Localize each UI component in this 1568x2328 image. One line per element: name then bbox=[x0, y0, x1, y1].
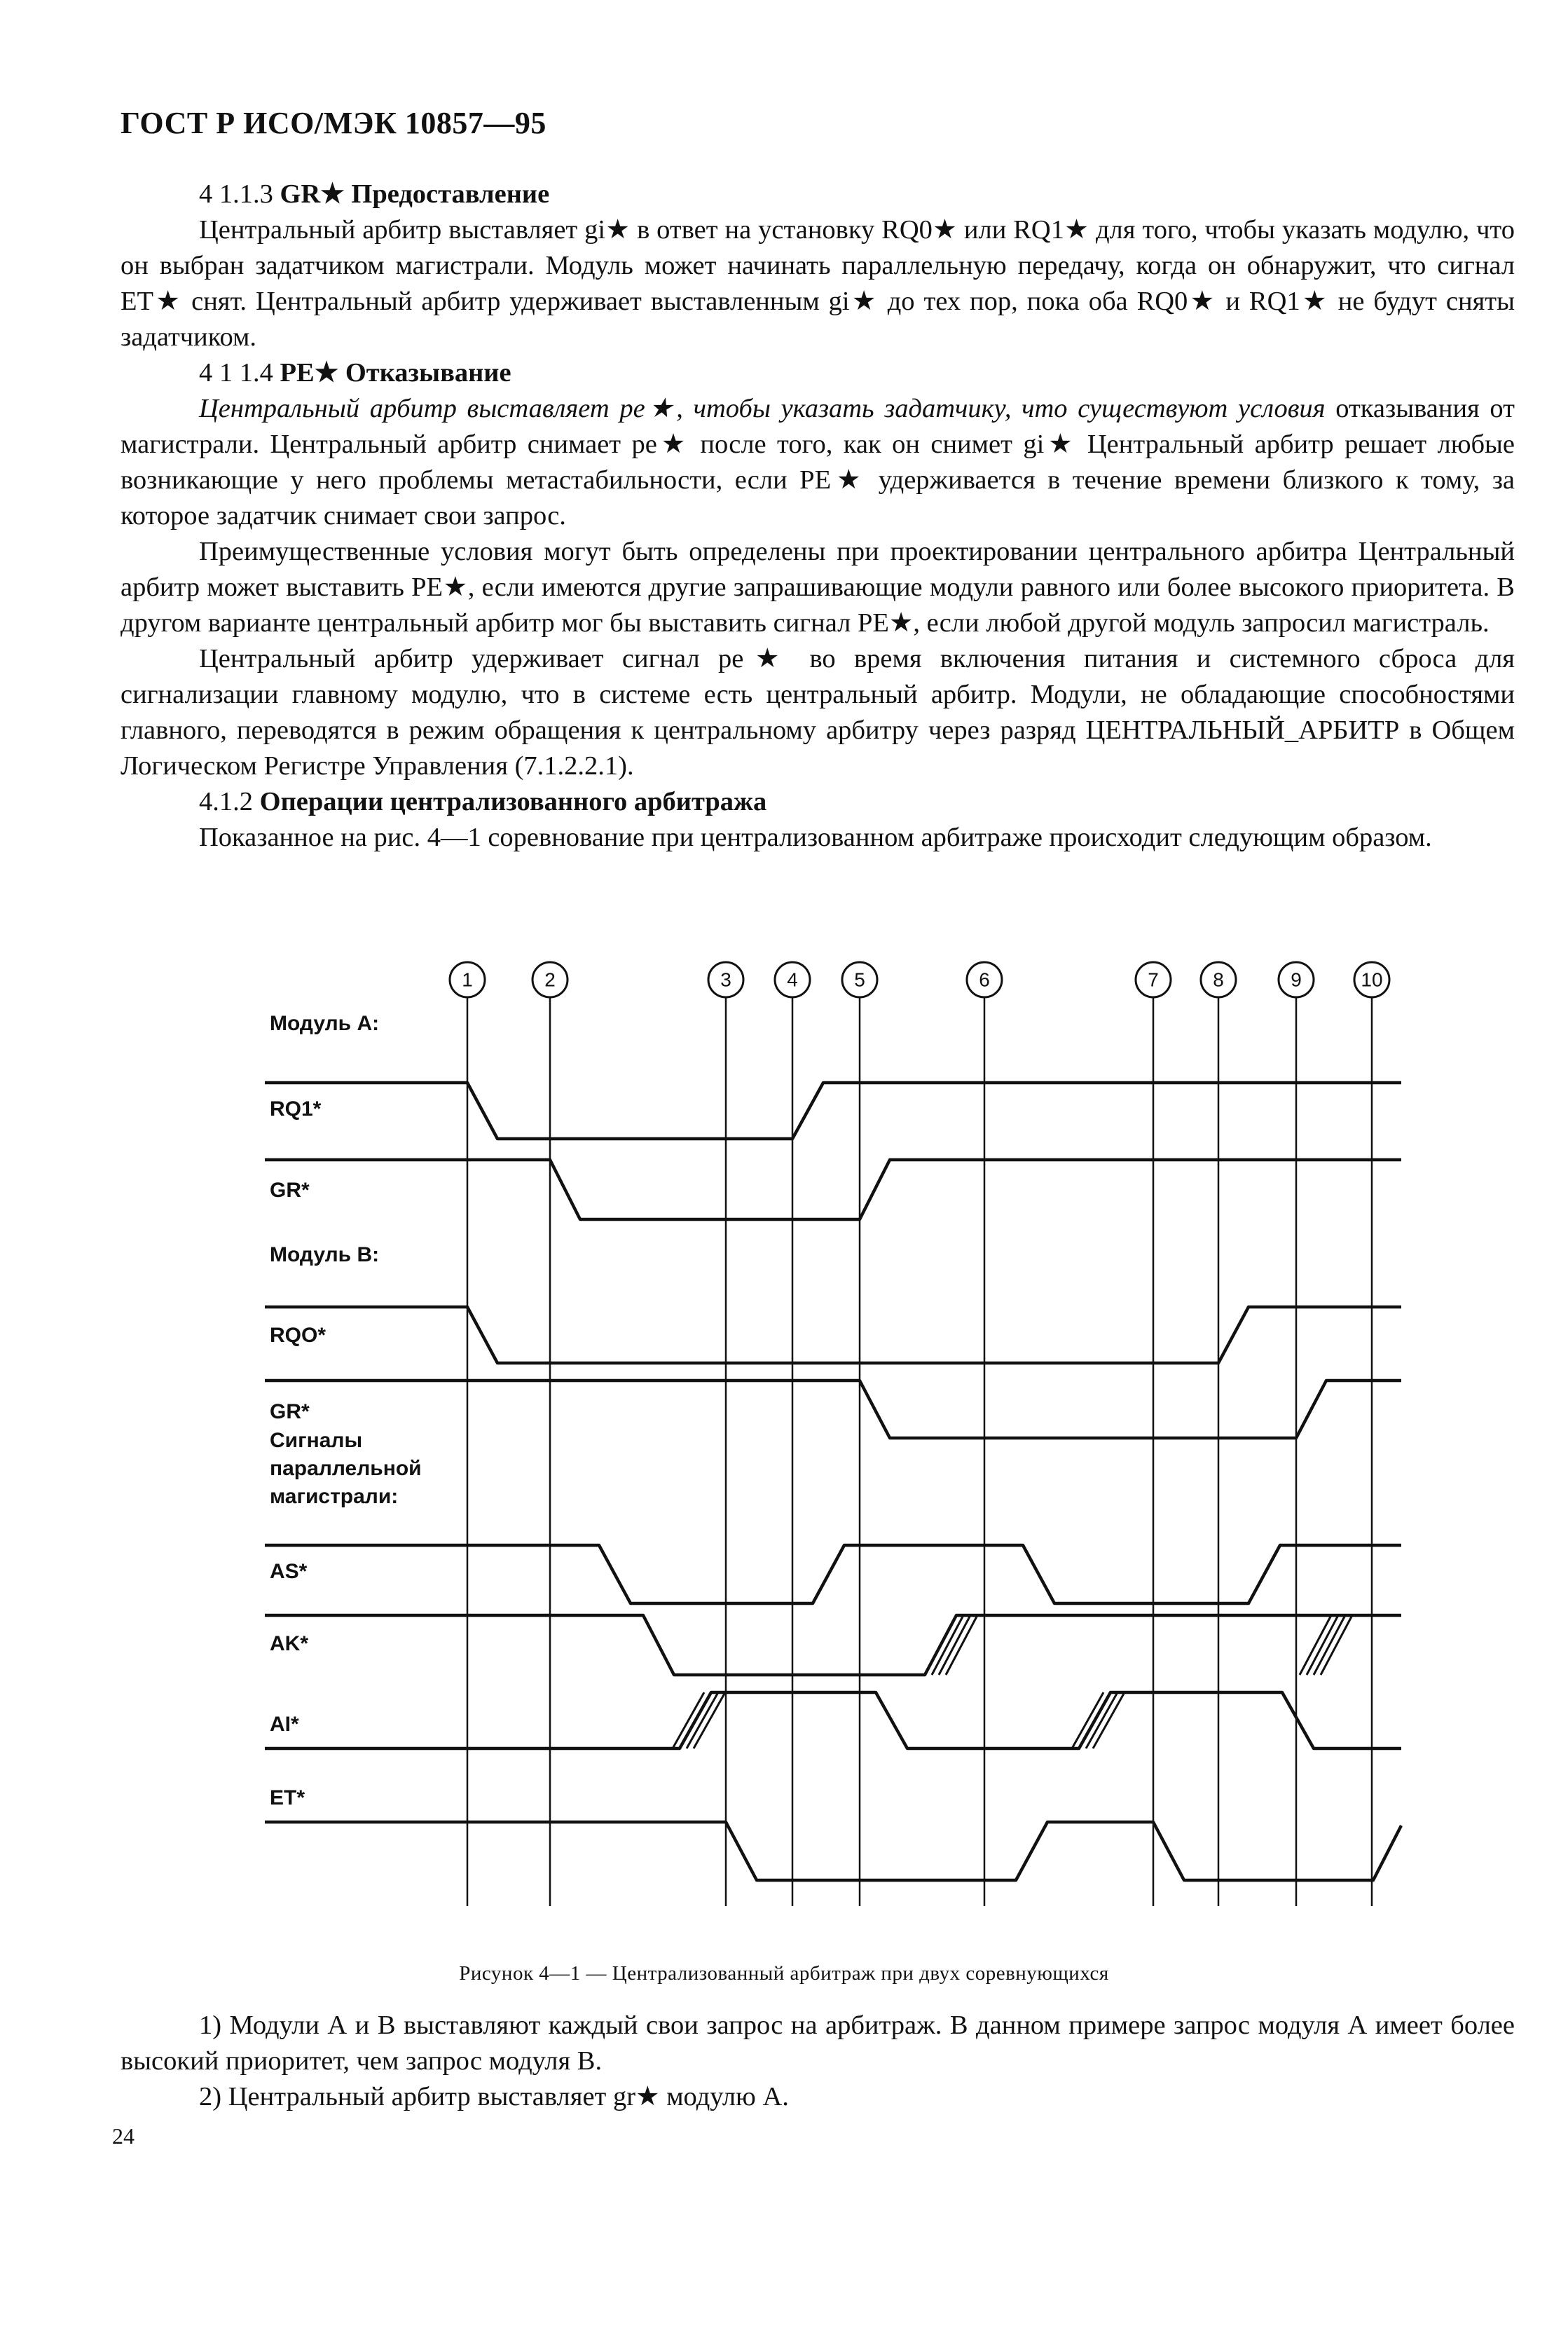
markers bbox=[450, 962, 1389, 997]
heading-number: 4 1 1.4 bbox=[199, 358, 280, 388]
label-ak: AK* bbox=[270, 1632, 309, 1655]
label-signals-2: параллельной bbox=[270, 1457, 422, 1480]
paragraph-shown: Показанное на рис. 4—1 соревнование при централизованном арбитраже происходит следующим образом. bbox=[199, 823, 1432, 852]
step-1: 1) Модули А и В выставляют каждый свои запрос на арбитраж. В данном примере запрос модуля А имеет более высокий приоритет, чем запрос модуля В. bbox=[121, 2011, 1515, 2076]
waveform-ak bbox=[265, 1615, 1401, 1675]
marker-9-label: 9 bbox=[1291, 968, 1302, 991]
marker-6-label: 6 bbox=[979, 968, 990, 991]
label-gr-b: GR* bbox=[270, 1400, 310, 1423]
ak-skew-2 bbox=[932, 1615, 963, 1675]
waveform-et bbox=[265, 1822, 1401, 1880]
paragraph-poweron: Центральный арбитр удерживает сигнал pe★ во время включения питания и системного сброса для сигнализации главному модулю, что в системе есть центральный арбитр. Модули, не обладающие способностями главного, переводятся в режим обращения к центральному арбитру через разряд ЦЕНТРАЛЬНЫЙ_АРБИТР в Общем Логическом Регистре Управления (7.1.2.2.1). bbox=[121, 644, 1515, 781]
heading-number: 4 1.1.3 bbox=[199, 179, 280, 209]
waveform-ai bbox=[265, 1692, 1401, 1748]
heading-number: 4.1.2 bbox=[199, 787, 260, 816]
ak-skew-6 bbox=[1307, 1615, 1338, 1675]
marker-3-label: 3 bbox=[720, 968, 731, 991]
ak-skew-7 bbox=[1314, 1615, 1345, 1675]
ai-skew-6 bbox=[1079, 1692, 1110, 1748]
label-rq1: RQ1* bbox=[270, 1097, 322, 1121]
paragraph-preemptive: Преимущественные условия могут быть определены при проектировании центрального арбитра Центральный арбитр может выставить PE★, если имеются другие запрашивающие модули равного или более высокого приоритета. В другом варианте центральный арбитр мог бы выставить сигнал PE★, если любой другой модуль запросил магистраль. bbox=[121, 537, 1515, 638]
waveform-gr-a bbox=[265, 1160, 1401, 1219]
heading-title: PE★ Отказывание bbox=[280, 358, 511, 388]
document-header: ГОСТ Р ИСО/МЭК 10857—95 bbox=[121, 106, 546, 140]
marker-8-label: 8 bbox=[1213, 968, 1224, 991]
waveform-rq0 bbox=[265, 1307, 1401, 1363]
heading-title: Операции централизованного арбитража bbox=[259, 787, 767, 816]
skew-hatching bbox=[673, 1615, 1352, 1748]
marker-4-label: 4 bbox=[787, 968, 798, 991]
waveform-rq1 bbox=[265, 1083, 1401, 1139]
ai-skew-3 bbox=[687, 1692, 718, 1748]
page-number: 24 bbox=[112, 2123, 135, 2149]
ak-skew-3 bbox=[939, 1615, 970, 1675]
label-rq0: RQO* bbox=[270, 1324, 326, 1347]
ai-skew-7 bbox=[1086, 1692, 1117, 1748]
label-signals-1: Сигналы bbox=[270, 1429, 363, 1452]
label-ai: AI* bbox=[270, 1713, 299, 1736]
waveform-gr-b bbox=[265, 1381, 1401, 1438]
waveform-as bbox=[265, 1545, 1401, 1603]
step-2: 2) Центральный арбитр выставляет gr★ модулю А. bbox=[199, 2082, 789, 2111]
label-module-b: Модуль В: bbox=[270, 1243, 380, 1266]
paragraph-pe-rest: отказывания от магистрали. Центральный арбитр снимает pe★ после того, как он снимет gi★ Центральный арбитр решает любые возникающие у него проблемы метастабильности, если PE★ удерживается в течение времени близкого к тому, за которое задатчик снимает свои запрос. bbox=[121, 394, 1515, 530]
label-as: AS* bbox=[270, 1560, 308, 1583]
marker-5-label: 5 bbox=[854, 968, 865, 991]
label-signals-3: магистрали: bbox=[270, 1485, 399, 1508]
steps-block bbox=[121, 2008, 1515, 2115]
marker-2-label: 2 bbox=[544, 968, 556, 991]
heading-title: GR★ Предоставление bbox=[280, 179, 550, 209]
paragraph-gr: Центральный арбитр выставляет gi★ в ответ на установку RQ0★ или RQ1★ для того, чтобы указать модулю, что он выбран задатчиком магистрали. Модуль может начинать параллельную передачу, когда он обнаружит, что сигнал ET★ снят. Центральный арбитр удерживает выставленным gi★ до тех пор, пока оба RQ0★ и RQ1★ не будут сняты задатчиком. bbox=[121, 215, 1515, 352]
label-gr-a: GR* bbox=[270, 1179, 310, 1202]
ai-skew-2 bbox=[680, 1692, 711, 1748]
marker-10-label: 10 bbox=[1361, 968, 1383, 991]
waveforms bbox=[265, 1083, 1401, 1880]
figure-caption: Рисунок 4—1 — Централизованный арбитраж при двух соревнующихся bbox=[459, 1962, 1109, 1985]
marker-7-label: 7 bbox=[1148, 968, 1159, 991]
timing-guides bbox=[467, 997, 1372, 1906]
signal-labels bbox=[270, 1012, 422, 1809]
marker-1-label: 1 bbox=[462, 968, 473, 991]
paragraph-pe-italic: Центральный арбитр выставляет pe★, чтобы указать задатчику, что существуют условия bbox=[199, 394, 1326, 423]
label-et: ET* bbox=[270, 1786, 305, 1809]
label-module-a: Модуль А: bbox=[270, 1012, 380, 1035]
